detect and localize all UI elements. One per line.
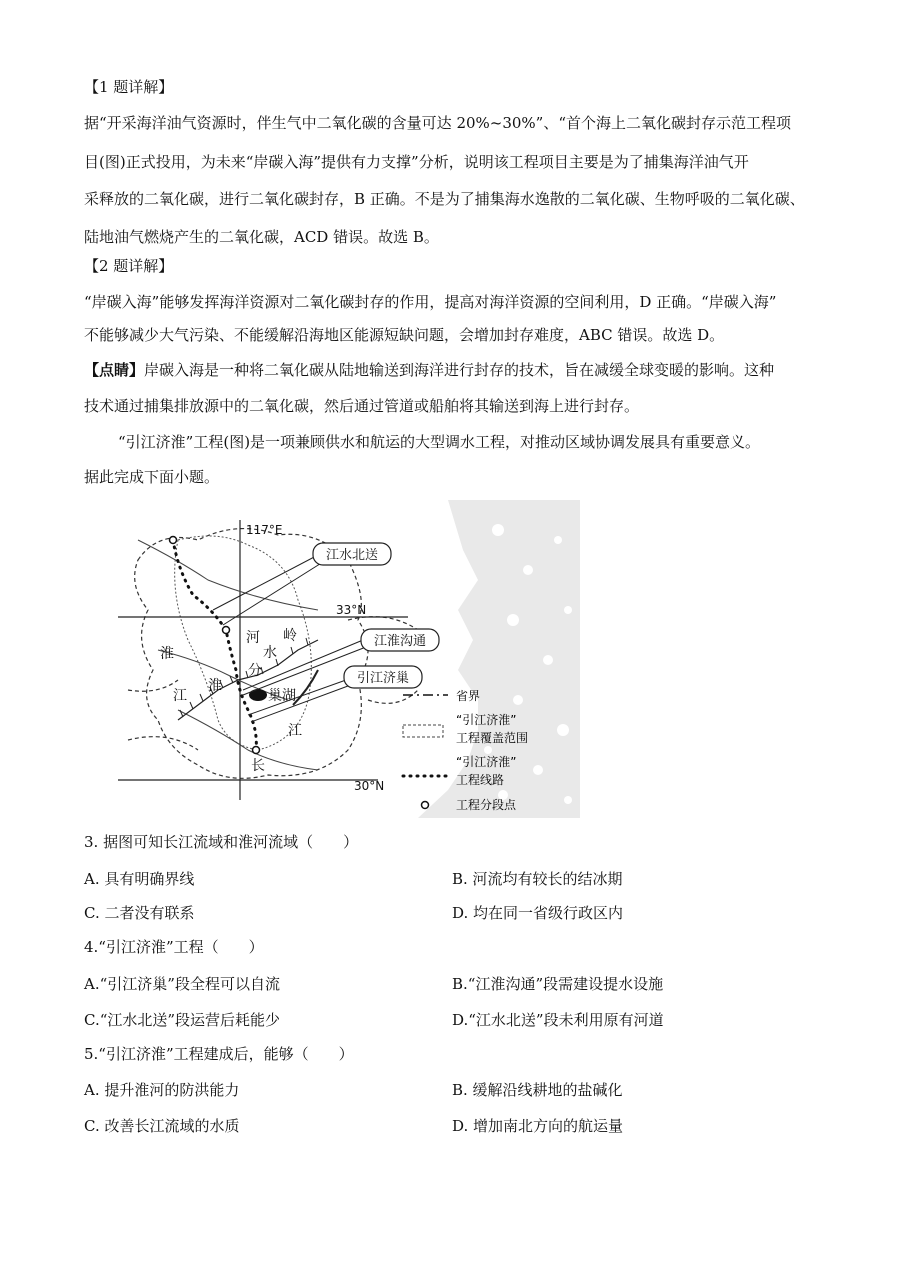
- question-5-option-d[interactable]: D. 增加南北方向的航运量: [452, 1117, 624, 1135]
- question-3-option-c[interactable]: C. 二者没有联系: [84, 904, 195, 922]
- chaohu-lake: [249, 689, 267, 701]
- question-4-option-c[interactable]: C.“江水北送”段运营后耗能少: [84, 1011, 281, 1029]
- intro-line-1: “引江济淮”工程(图)是一项兼顾供水和航运的大型调水工程，对推动区域协调发展具有重要意义。: [118, 433, 761, 451]
- q2-line-1: “岸碳入海”能够发挥海洋资源对二氧化碳封存的作用，提高对海洋资源的空间利用，D 正确。“岸碳入海”: [84, 293, 777, 311]
- legend-point-label: 工程分段点: [456, 798, 517, 812]
- q1-line-2: 目(图)正式投用，为未来“岸碳入海”提供有力支撑”分析，说明该工程项目主要是为了捕集海洋油气开: [84, 153, 749, 171]
- question-3-stem: 3. 据图可知长江流域和淮河流域（ ）: [84, 833, 359, 851]
- callout-text-1: 江水北送: [325, 548, 379, 563]
- place-label-shui: 水: [263, 645, 277, 661]
- question-3-option-b[interactable]: B. 河流均有较长的结冰期: [452, 870, 623, 888]
- q1-heading: 【1 题详解】: [84, 78, 174, 96]
- project-map: [118, 500, 580, 818]
- place-label-he: 河: [246, 630, 260, 646]
- q1-line-4: 陆地油气燃烧产生的二氧化碳，ACD 错误。故选 B。: [84, 228, 439, 246]
- legend-point-symbol: [422, 802, 429, 809]
- segment-point-1: [170, 537, 177, 544]
- river-3: [178, 710, 318, 770]
- question-5-option-b[interactable]: B. 缓解沿线耕地的盐碱化: [452, 1081, 623, 1099]
- question-4-option-b[interactable]: B.“江淮沟通”段需建设提水设施: [452, 975, 664, 993]
- place-label-chaohu: 巢湖: [268, 688, 296, 704]
- q2-heading: 【2 题详解】: [84, 257, 174, 275]
- q1-line-1: 据“开采海洋油气资源时，伴生气中二氧化碳的含量可达 20%~30%”、“首个海上二氧化碳封存示范工程项: [84, 114, 792, 132]
- tip-label: 【点睛】: [84, 361, 145, 379]
- question-5-option-c[interactable]: C. 改善长江流域的水质: [84, 1117, 240, 1135]
- river-4: [293, 670, 318, 705]
- lat33-label: 33°N: [336, 603, 367, 617]
- question-4-option-d[interactable]: D.“江水北送”段未利用原有河道: [452, 1011, 664, 1029]
- callout-leader-1b: [223, 562, 323, 625]
- callout-text-2: 江淮沟通: [373, 634, 427, 649]
- map-svg: [118, 500, 580, 818]
- q2-line-2: 不能够减少大气污染、不能缓解沿海地区能源短缺问题，会增加封存难度，ABC 错误。故选 D。: [84, 326, 725, 344]
- project-line: [173, 540, 256, 750]
- place-label-ling: 岭: [283, 628, 297, 644]
- tip-paragraph-1: [84, 360, 774, 380]
- place-label-jiang: 江: [173, 688, 187, 704]
- legend-coverage-symbol: [403, 725, 443, 737]
- river-1: [138, 540, 318, 610]
- question-3-option-a[interactable]: A. 具有明确界线: [84, 870, 195, 888]
- question-3-option-d[interactable]: D. 均在同一省级行政区内: [452, 904, 624, 922]
- question-5-stem: 5.“引江济淮”工程建成后，能够（ ）: [84, 1045, 354, 1063]
- question-5-option-a[interactable]: A. 提升淮河的防洪能力: [84, 1081, 240, 1099]
- segment-point-2: [223, 627, 230, 634]
- question-4-stem: 4.“引江济淮”工程（ ）: [84, 938, 264, 956]
- place-label-huai: 淮: [160, 646, 174, 662]
- intro-line-2: 据此完成下面小题。: [84, 468, 220, 486]
- q1-line-3: 采释放的二氧化碳，进行二氧化碳封存，B 正确。不是为了捕集海水逸散的二氧化碳、生物呼吸的二氧化碳、: [84, 190, 805, 208]
- legend-coverage-label-2: 工程覆盖范围: [456, 731, 529, 745]
- tip-line-1: 岸碳入海是一种将二氧化碳从陆地输送到海洋进行封存的技术，旨在减缓全球变暖的影响。这种: [144, 361, 775, 379]
- place-label-fen: 分: [248, 663, 262, 679]
- sea-area: [418, 500, 580, 818]
- place-label-jiang-2: 江: [288, 723, 302, 739]
- callout-text-3: 引江济巢: [356, 671, 410, 686]
- legend-border-label: 省界: [456, 689, 481, 703]
- longitude-label: 117°E: [246, 523, 283, 537]
- question-4-option-a[interactable]: A.“引江济巢”段全程可以自流: [84, 975, 280, 993]
- tip-line-2: 技术通过捕集排放源中的二氧化碳，然后通过管道或船舶将其输送到海上进行封存。: [84, 397, 640, 415]
- legend-line-label-2: 工程线路: [456, 773, 505, 787]
- place-label-huai-2: 淮: [208, 678, 222, 694]
- place-label-chang: 长: [251, 758, 265, 774]
- callout-leader-1a: [213, 555, 318, 610]
- legend-line-label-1: “引江济淮”: [456, 755, 517, 769]
- segment-point-3: [253, 747, 260, 754]
- legend-coverage-label-1: “引江济淮”: [456, 713, 517, 727]
- lat30-label: 30°N: [354, 779, 385, 793]
